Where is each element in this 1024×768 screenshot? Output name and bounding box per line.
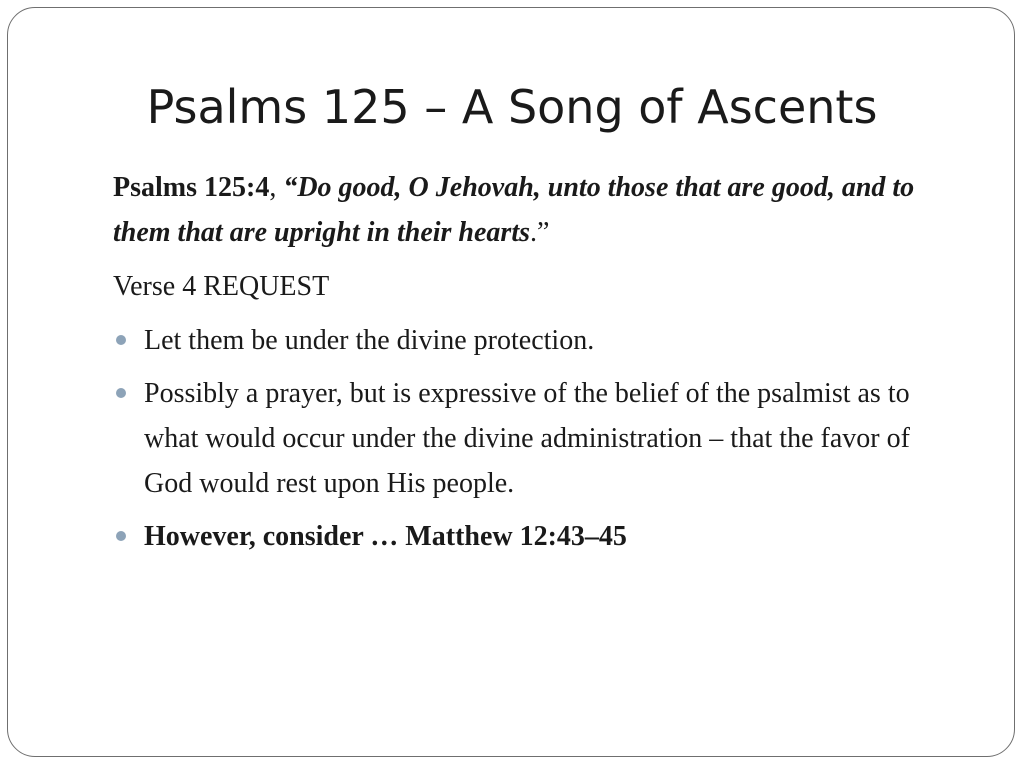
bullet-item (113, 318, 943, 363)
bullet-text: Possibly a prayer, but is expressive of the belief of the psalmist as to what would occur under the divine administration – that the favor of God would rest upon His people. (144, 378, 910, 499)
bullet-text: Let them be under the divine protection. (144, 325, 595, 356)
verse-close-quote: .” (530, 217, 550, 248)
bullet-dot-icon (116, 531, 126, 541)
verse-open-quote: “ (283, 172, 298, 203)
bullet-item (113, 514, 943, 559)
verse-separator: , (269, 172, 284, 203)
bullet-dot-icon (116, 388, 126, 398)
verse-paragraph (113, 165, 943, 255)
verse-reference: Psalms 125:4 (113, 172, 270, 203)
subheading: Verse 4 REQUEST (113, 271, 330, 302)
bullet-item (113, 371, 943, 506)
verse-quote: Do good, O Jehovah, unto those that are good, and to them that are upright in their hearts (113, 172, 915, 248)
bullet-dot-icon (116, 335, 126, 345)
bullet-text: However, consider … Matthew 12:43–45 (144, 521, 627, 552)
bullet-list (113, 318, 943, 559)
slide-body (113, 165, 943, 567)
slide-title: Psalms 125 – A Song of Ascents (146, 80, 878, 134)
